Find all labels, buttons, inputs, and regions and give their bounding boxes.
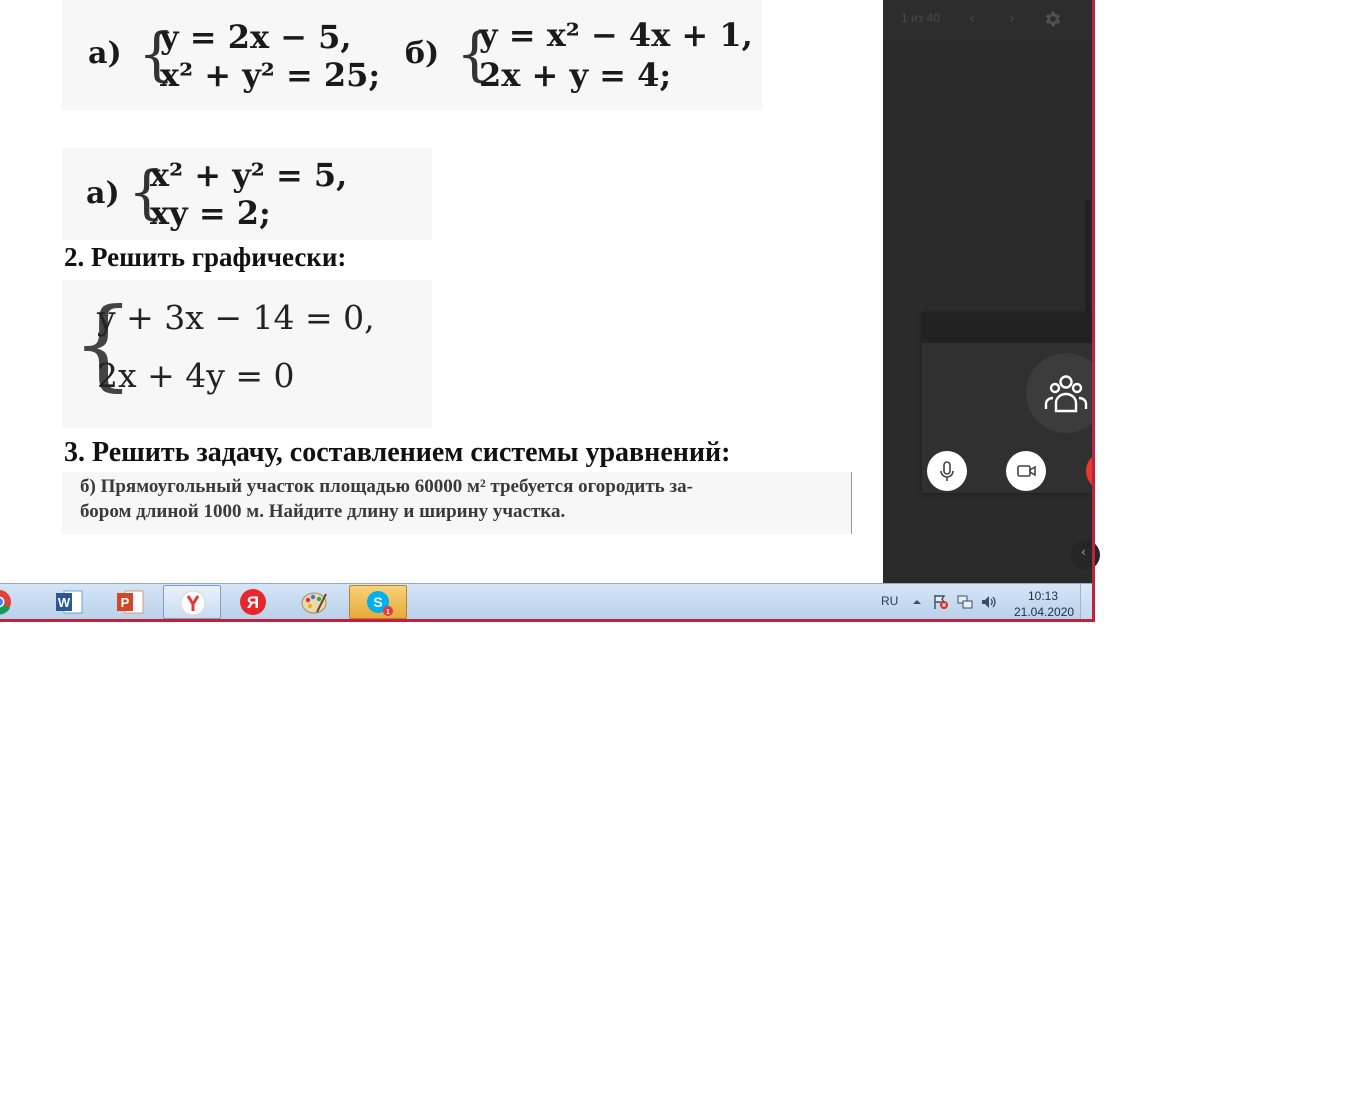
yandex-icon <box>238 588 268 616</box>
yandex-browser-icon <box>178 589 208 617</box>
task3-heading: 3. Решить задачу, составлением системы уравнений: <box>64 437 731 468</box>
call-widget-header[interactable] <box>922 313 1092 343</box>
task1-a-brace: { <box>138 20 175 88</box>
paint-icon <box>299 588 329 616</box>
task1-b-label: б) <box>405 36 440 71</box>
taskbar-chrome[interactable] <box>0 585 28 619</box>
window-frame-right <box>1092 0 1095 622</box>
task1b-eq1: x² + y² = 5, <box>150 156 348 194</box>
viewer-scrollbar[interactable] <box>1085 200 1091 320</box>
collapse-panel-button[interactable] <box>1070 540 1100 570</box>
taskbar <box>0 583 1092 619</box>
task1-b-eq1: y = x² − 4x + 1, <box>479 16 753 54</box>
network-icon[interactable] <box>956 593 974 611</box>
task2-eq1: y + 3x − 14 = 0, <box>97 298 375 337</box>
microphone-icon <box>927 451 967 491</box>
task1b-brace: { <box>128 158 165 226</box>
skype-icon <box>364 589 394 617</box>
task1-a-label: а) <box>88 36 122 71</box>
taskbar-powerpoint[interactable] <box>101 585 159 619</box>
svg-text:W: W <box>57 595 71 610</box>
show-desktop-button[interactable] <box>1080 584 1092 620</box>
word-icon <box>54 588 84 616</box>
task3-line2: бором длиной 1000 м. Найдите длину и ширину участка. <box>80 501 566 522</box>
camera-button[interactable] <box>1006 451 1046 491</box>
taskbar-paint[interactable] <box>285 585 343 619</box>
task2-brace: { <box>72 288 135 402</box>
viewer-toolbar <box>883 0 1095 42</box>
people-icon-glyph <box>1026 353 1092 433</box>
clock-date[interactable]: 21.04.2020 <box>1014 605 1075 619</box>
video-camera-icon <box>1006 451 1046 491</box>
task1-a-eq2: x² + y² = 25; <box>160 56 381 94</box>
skype-badge: 1 <box>386 609 390 616</box>
language-indicator[interactable]: RU <box>881 594 899 608</box>
taskbar-yandex-browser[interactable] <box>163 585 221 619</box>
task1-b-eq2: 2x + y = 4; <box>479 56 672 94</box>
task2-heading: 2. Решить графически: <box>64 242 347 272</box>
taskbar-yandex[interactable] <box>224 585 282 619</box>
window-frame-bottom <box>0 619 1095 622</box>
task1b-eq2: xy = 2; <box>150 194 271 232</box>
action-center-flag-icon[interactable] <box>932 593 950 611</box>
chevron-right-icon[interactable]: › <box>1009 11 1015 27</box>
page-counter: 1 из 40 <box>901 11 940 25</box>
task1-b-brace: { <box>456 20 493 88</box>
svg-text:S: S <box>373 594 383 610</box>
taskbar-skype[interactable] <box>349 585 407 619</box>
svg-text:P: P <box>120 595 130 610</box>
powerpoint-icon <box>115 588 145 616</box>
chevron-left-icon[interactable]: ‹ <box>969 11 975 27</box>
gear-icon[interactable] <box>1043 8 1063 30</box>
task1b-a-label: а) <box>86 176 120 211</box>
document-page <box>0 0 883 583</box>
call-widget <box>922 313 1092 493</box>
task1-a-eq1: y = 2x − 5, <box>160 18 352 56</box>
svg-text:Я: Я <box>246 593 260 612</box>
chevron-left-icon: ‹ <box>1081 545 1086 559</box>
volume-icon[interactable] <box>980 593 998 611</box>
people-icon[interactable] <box>1026 353 1092 433</box>
clock-time[interactable]: 10:13 <box>1028 589 1059 603</box>
chrome-icon <box>0 588 14 616</box>
taskbar-word[interactable] <box>40 585 98 619</box>
viewer-panel <box>883 0 1095 583</box>
task3-line1: б) Прямоугольный участок площадью 60000 м² требуется огородить за- <box>80 476 693 497</box>
microphone-button[interactable] <box>927 451 967 491</box>
task2-eq2: 2x + 4y = 0 <box>97 356 295 395</box>
show-hidden-icons-icon[interactable] <box>908 593 926 611</box>
